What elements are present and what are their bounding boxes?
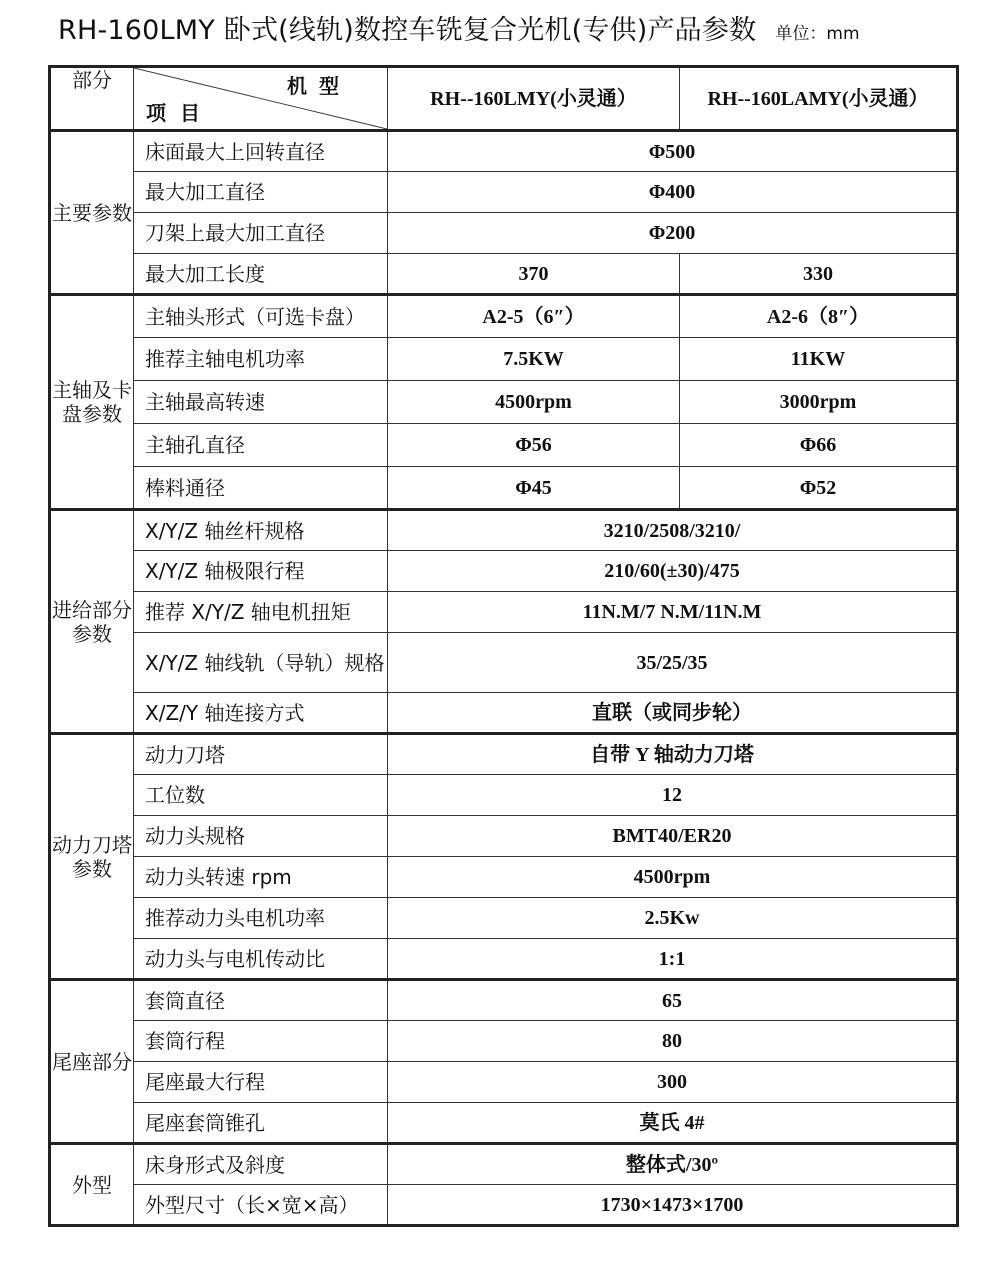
table-row xyxy=(50,592,958,633)
shared-value: 12 xyxy=(388,775,958,816)
shared-value: 11N.M/7 N.M/11N.M xyxy=(388,592,958,633)
header-row xyxy=(50,67,958,131)
section-label: 外型 xyxy=(50,1144,134,1226)
shared-value: 210/60(±30)/475 xyxy=(388,551,958,592)
table-row xyxy=(50,980,958,1021)
value-model-a: 4500rpm xyxy=(388,381,680,424)
header-diagonal-cell xyxy=(134,67,388,131)
section-label: 动力刀塔参数 xyxy=(50,734,134,980)
item-label: 刀架上最大加工直径 xyxy=(134,213,388,254)
table-row xyxy=(50,254,958,295)
spec-table-body xyxy=(50,67,958,1226)
table-row xyxy=(50,898,958,939)
table-row xyxy=(50,1103,958,1144)
item-label: 推荐动力头电机功率 xyxy=(134,898,388,939)
value-model-a: Φ45 xyxy=(388,467,680,510)
table-row xyxy=(50,551,958,592)
section-label: 主轴及卡盘参数 xyxy=(50,295,134,510)
item-label: 尾座最大行程 xyxy=(134,1062,388,1103)
value-model-b: Φ66 xyxy=(680,424,958,467)
table-row xyxy=(50,467,958,510)
value-model-b: 330 xyxy=(680,254,958,295)
shared-value: 自带 Y 轴动力刀塔 xyxy=(388,734,958,775)
value-model-a: A2-5（6″） xyxy=(388,295,680,338)
shared-value: 2.5Kw xyxy=(388,898,958,939)
item-label: 最大加工长度 xyxy=(134,254,388,295)
item-label: 主轴孔直径 xyxy=(134,424,388,467)
table-row xyxy=(50,172,958,213)
section-label: 尾座部分 xyxy=(50,980,134,1144)
table-row xyxy=(50,381,958,424)
header-model-b: RH--160LAMY(小灵通） xyxy=(680,67,958,131)
shared-value: 300 xyxy=(388,1062,958,1103)
table-row xyxy=(50,338,958,381)
shared-value: 80 xyxy=(388,1021,958,1062)
item-label: X/Y/Z 轴极限行程 xyxy=(134,551,388,592)
shared-value: 整体式/30º xyxy=(388,1144,958,1185)
table-row xyxy=(50,131,958,172)
item-label: 最大加工直径 xyxy=(134,172,388,213)
shared-value: Φ400 xyxy=(388,172,958,213)
item-label: 床身形式及斜度 xyxy=(134,1144,388,1185)
header-item: 项目 xyxy=(146,101,214,125)
item-label: X/Z/Y 轴连接方式 xyxy=(134,693,388,734)
item-label: 床面最大上回转直径 xyxy=(134,131,388,172)
table-row xyxy=(50,775,958,816)
shared-value: 3210/2508/3210/ xyxy=(388,510,958,551)
shared-value: 35/25/35 xyxy=(388,633,958,693)
unit-label: 单位：mm xyxy=(775,24,860,44)
table-row xyxy=(50,1185,958,1226)
table-row xyxy=(50,510,958,551)
table-row xyxy=(50,734,958,775)
item-label: 推荐主轴电机功率 xyxy=(134,338,388,381)
item-label: 主轴最高转速 xyxy=(134,381,388,424)
item-label: 尾座套筒锥孔 xyxy=(134,1103,388,1144)
page-title: RH-160LMY 卧式(线轨)数控车铣复合光机(专供)产品参数 xyxy=(58,15,757,46)
table-row xyxy=(50,213,958,254)
item-label: X/Y/Z 轴线轨（导轨）规格 xyxy=(134,633,388,693)
table-row xyxy=(50,816,958,857)
value-model-a: Φ56 xyxy=(388,424,680,467)
item-label: 外型尺寸（长×宽×高） xyxy=(134,1185,388,1226)
title-row xyxy=(58,8,958,58)
item-label: 动力头规格 xyxy=(134,816,388,857)
value-model-b: A2-6（8″） xyxy=(680,295,958,338)
item-label: 套筒直径 xyxy=(134,980,388,1021)
item-label: 动力头转速 rpm xyxy=(134,857,388,898)
header-section: 部分 xyxy=(50,67,134,131)
table-row xyxy=(50,693,958,734)
value-model-b: 11KW xyxy=(680,338,958,381)
shared-value: BMT40/ER20 xyxy=(388,816,958,857)
shared-value: 65 xyxy=(388,980,958,1021)
item-label: X/Y/Z 轴丝杆规格 xyxy=(134,510,388,551)
table-row xyxy=(50,1062,958,1103)
item-label: 工位数 xyxy=(134,775,388,816)
section-label: 进给部分参数 xyxy=(50,510,134,734)
spec-table xyxy=(48,65,959,1227)
header-model-a: RH--160LMY(小灵通） xyxy=(388,67,680,131)
table-row xyxy=(50,633,958,693)
shared-value: Φ200 xyxy=(388,213,958,254)
value-model-a: 370 xyxy=(388,254,680,295)
shared-value: 直联（或同步轮） xyxy=(388,693,958,734)
shared-value: 1:1 xyxy=(388,939,958,980)
shared-value: 莫氏 4# xyxy=(388,1103,958,1144)
section-label: 主要参数 xyxy=(50,131,134,295)
shared-value: 1730×1473×1700 xyxy=(388,1185,958,1226)
table-row xyxy=(50,1144,958,1185)
table-row xyxy=(50,295,958,338)
value-model-b: Φ52 xyxy=(680,467,958,510)
value-model-b: 3000rpm xyxy=(680,381,958,424)
item-label: 动力头与电机传动比 xyxy=(134,939,388,980)
shared-value: 4500rpm xyxy=(388,857,958,898)
table-row xyxy=(50,939,958,980)
item-label: 动力刀塔 xyxy=(134,734,388,775)
value-model-a: 7.5KW xyxy=(388,338,680,381)
header-model: 机型 xyxy=(287,74,351,98)
item-label: 推荐 X/Y/Z 轴电机扭矩 xyxy=(134,592,388,633)
item-label: 主轴头形式（可选卡盘） xyxy=(134,295,388,338)
table-row xyxy=(50,857,958,898)
table-row xyxy=(50,424,958,467)
item-label: 套筒行程 xyxy=(134,1021,388,1062)
shared-value: Φ500 xyxy=(388,131,958,172)
item-label: 棒料通径 xyxy=(134,467,388,510)
table-row xyxy=(50,1021,958,1062)
